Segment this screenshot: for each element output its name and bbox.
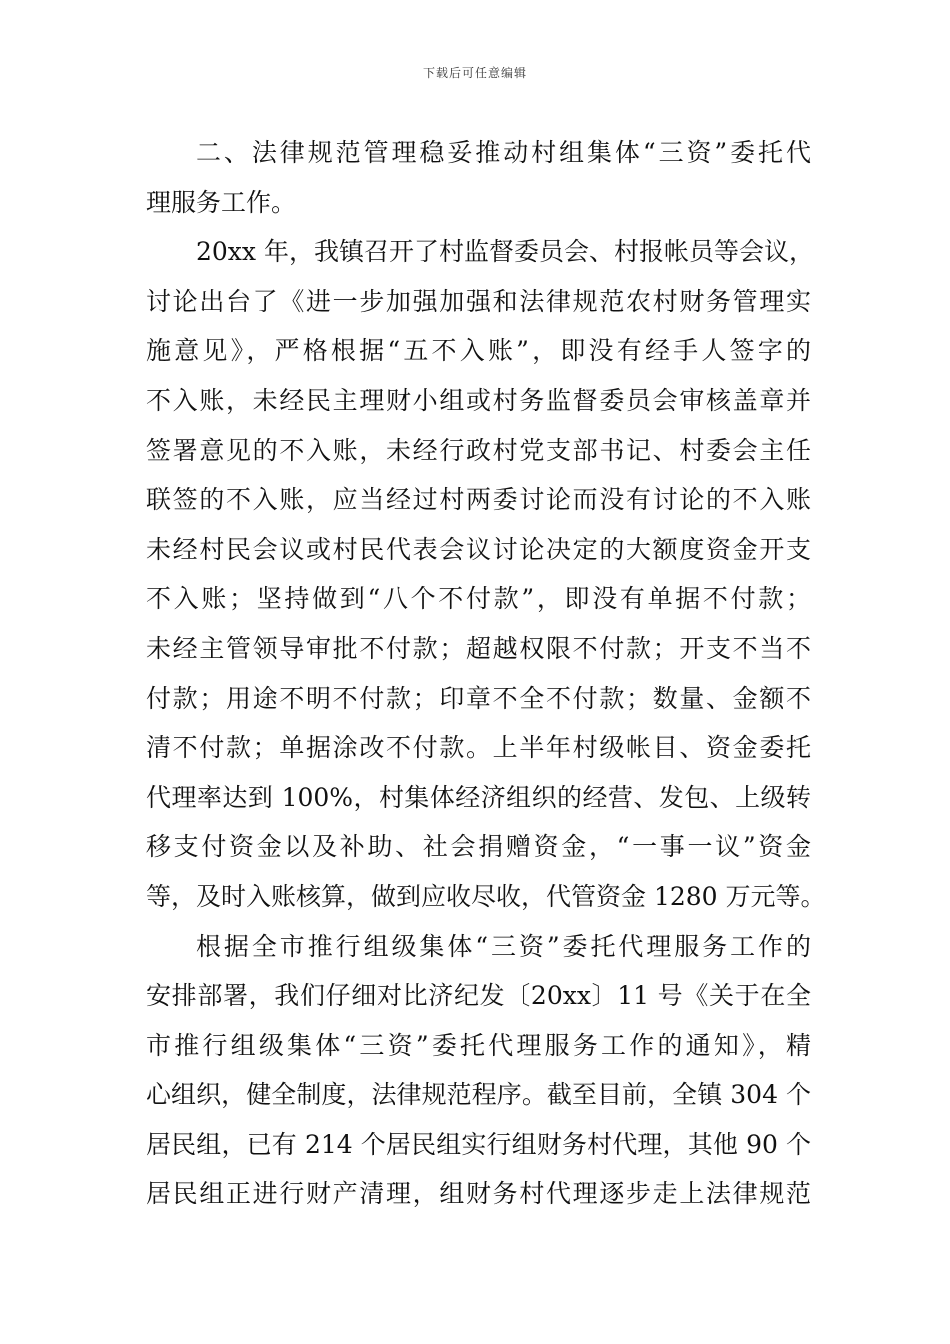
text-line: 20xx 年，我镇召开了村监督委员会、村报帐员等会议，: [196, 237, 814, 267]
text-line: 签署意见的不入账，未经行政村党支部书记、村委会主任: [146, 435, 811, 465]
text-line: 付款；用途不明不付款；印章不全不付款；数量、金额不: [146, 683, 811, 713]
text-line: 施意见》，严格根据“五不入账”，即没有经手人签字的: [146, 336, 811, 366]
text-line: 代理率达到 100%，村集体经济组织的经营、发包、上级转: [146, 782, 811, 812]
text-line: 二、法律规范管理稳妥推动村组集体“三资”委托代: [196, 138, 811, 167]
document-body: [146, 128, 826, 1219]
text-line: 不入账，未经民主理财小组或村务监督委员会审核盖章并: [146, 385, 811, 415]
text-line: 市推行组级集体“三资”委托代理服务工作的通知》，精: [146, 1030, 811, 1060]
text-line: 联签的不入账，应当经过村两委讨论而没有讨论的不入账: [146, 485, 811, 515]
text-line: 未经村民会议或村民代表会议讨论决定的大额度资金开支: [146, 534, 811, 564]
text-line: 清不付款；单据涂改不付款。上半年村级帐目、资金委托: [146, 733, 811, 763]
text-line: 不入账；坚持做到“八个不付款”，即没有单据不付款；: [146, 584, 811, 614]
text-line: 心组织，健全制度，法律规范程序。截至目前，全镇 304 个: [146, 1080, 811, 1110]
text-line: 居民组正进行财产清理，组财务村代理逐步走上法律规范: [146, 1179, 811, 1209]
text-line: 根据全市推行组级集体“三资”委托代理服务工作的: [196, 931, 811, 961]
paragraph-finance-rules: [146, 227, 826, 921]
text-line: 理服务工作。: [146, 187, 297, 217]
text-line: 安排部署，我们仔细对比济纪发〔20xx〕11 号《关于在全: [146, 981, 811, 1011]
paragraph-group-agency: [146, 922, 811, 1220]
text-line: 居民组，已有 214 个居民组实行组财务村代理，其他 90 个: [146, 1129, 811, 1159]
text-line: 移支付资金以及补助、社会捐赠资金，“一事一议”资金: [146, 832, 811, 862]
text-line: 等，及时入账核算，做到应收尽收，代管资金 1280 万元等。: [146, 881, 826, 911]
paragraph-section-heading: [146, 128, 811, 227]
text-line: 未经主管领导审批不付款；超越权限不付款；开支不当不: [146, 633, 811, 663]
text-line: 讨论出台了《进一步加强加强和法律规范农村财务管理实: [146, 286, 811, 316]
page-header: 下载后可任意编辑: [422, 66, 527, 80]
